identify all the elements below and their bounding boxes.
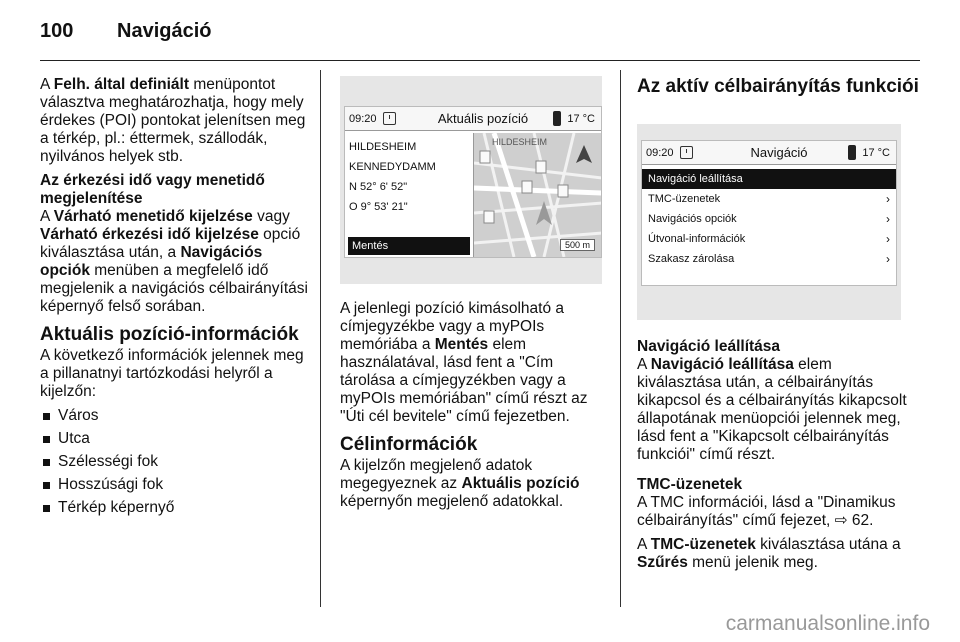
list-item: Város [40, 407, 312, 425]
chevron-right-icon: › [886, 232, 890, 246]
status-bar [642, 141, 896, 165]
navigation-menu [642, 169, 896, 269]
paragraph-save-position: A jelenlegi pozíció kimásolható a címjegyzékbe vagy a myPOIs memóriába a Mentés elem használatával, lásd fent a "Cím tárolása a címjegyzékben vagy a myPOIs memóriában" című részt az "Úti cél bevitele" című fejezetben. [340, 300, 588, 425]
column-3 [637, 76, 920, 98]
display-panel [641, 140, 897, 286]
menu-item-navigation-options[interactable]: Navigációs opciók › [642, 209, 896, 229]
city-value: HILDESHEIM [349, 141, 417, 153]
list-item: Szélességi fok [40, 453, 312, 471]
clock-icon [680, 146, 693, 159]
screen-title: Aktuális pozíció [437, 111, 529, 126]
subheading-arrival-time: Az érkezési idő vagy menetidő megjelenítése [40, 172, 265, 207]
watermark: carmanualsonline.info [725, 612, 930, 635]
header-rule [40, 60, 920, 61]
list-item: Utca [40, 430, 312, 448]
screen-title: Navigáció [750, 145, 808, 160]
save-button[interactable]: Mentés [348, 237, 470, 255]
display-panel [344, 106, 602, 258]
bullet-list [40, 407, 312, 517]
column-3-body [637, 336, 920, 578]
paragraph-arrival: A Várható menetidő kijelzése vagy Várható érkezési idő kijelzése opció kiválasztása után, a Navigációs opciók menüben a megfelelő idő megjelenik a navigációs célbairányítási képernyő felső sorában. [40, 208, 308, 315]
menu-item-stop-navigation[interactable]: Navigáció leállítása [642, 169, 896, 189]
paragraph-destination-info: A kijelzőn megjelenő adatok megegyeznek az Aktuális pozíció képernyőn megjelenő adatokkal. [340, 457, 580, 510]
clock-time: 09:20 [646, 147, 674, 159]
menu-item-tmc-messages[interactable]: TMC-üzenetek › [642, 189, 896, 209]
temperature: 17 °C [567, 113, 595, 125]
page-number: 100 [40, 20, 74, 42]
map-view[interactable] [473, 133, 601, 257]
list-item: Térkép képernyő [40, 499, 312, 517]
thermometer-icon [553, 111, 561, 126]
column-divider-1 [320, 70, 321, 607]
chevron-right-icon: › [886, 252, 890, 266]
current-position-screen [340, 76, 602, 284]
section-heading-destination-info: Célinformációk [340, 434, 478, 455]
latitude-value: N 52° 6' 52" [349, 181, 408, 193]
clock-time: 09:20 [349, 113, 377, 125]
list-item: Hosszúsági fok [40, 476, 312, 494]
longitude-value: O 9° 53' 21" [349, 201, 408, 213]
paragraph-tmc-filter: A TMC-üzenetek kiválasztása utána a Szűrés menü jelenik meg. [637, 536, 901, 571]
menu-item-block-section[interactable]: Szakasz zárolása › [642, 249, 896, 269]
column-divider-2 [620, 70, 621, 607]
status-bar [345, 107, 601, 131]
section-heading-current-position: Aktuális pozíció-információk [40, 324, 299, 345]
chapter-title: Navigáció [117, 20, 212, 42]
page-header [40, 20, 920, 60]
paragraph-poi: A Felh. által definiált menüpontot választva meghatározhatja, hogy mely érdekes (POI) pontokat jelenítsen meg a térkép, pl.: éttermek, szállodák, nyilvános helyek stb. [40, 76, 306, 165]
menu-item-route-info[interactable]: Útvonal-információk › [642, 229, 896, 249]
navigation-menu-screen [637, 124, 901, 320]
chevron-right-icon: › [886, 212, 890, 226]
chevron-right-icon: › [886, 192, 890, 206]
temperature: 17 °C [862, 147, 890, 159]
position-info [349, 137, 471, 217]
street-value: KENNEDYDAMM [349, 161, 436, 173]
clock-icon [383, 112, 396, 125]
paragraph-tmc-info: A TMC információi, lásd a "Dinamikus célbairányítás" című fejezet, ⇨ 62. [637, 494, 896, 529]
map-scale: 500 m [560, 239, 595, 251]
paragraph-stop-navigation: A Navigáció leállítása elem kiválasztása után, a célbairányítás kikapcsol és a célbairányítás kikapcsolt állapotának menüopciói jelennek meg, lásd fent a "Kikapcsolt célbairányítás funkciói" című részt. [637, 356, 907, 463]
thermometer-icon [848, 145, 856, 160]
paragraph-position-info: A következő információk jelennek meg a pillanatnyi tartózkodási helyről a kijelzőn: [40, 347, 304, 400]
column-2 [340, 300, 608, 517]
subheading-stop-navigation: Navigáció leállítása [637, 338, 781, 355]
section-heading-active-guidance: Az aktív célbairányítás funkciói [637, 76, 919, 97]
map-city-label: HILDESHEIM [492, 137, 548, 147]
subheading-tmc: TMC-üzenetek [637, 476, 743, 493]
column-1 [40, 76, 312, 522]
